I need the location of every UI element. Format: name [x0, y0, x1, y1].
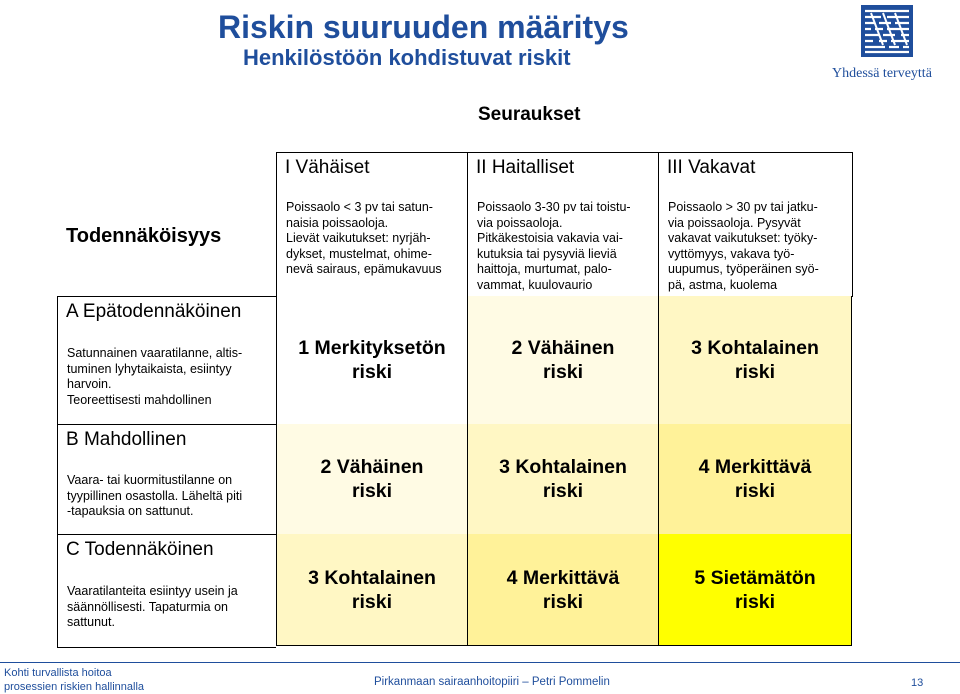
probability-description: Satunnainen vaaratilanne, altis- tuminen lyhytaikaista, esiintyy harvoin. Teoreettisesti mahdollinen — [67, 346, 243, 407]
probability-label: C Todennäköinen — [66, 539, 214, 560]
matrix-divider — [467, 296, 468, 646]
consequence-label: I Vähäiset — [285, 157, 370, 178]
probability-row-b — [57, 424, 276, 535]
consequence-description: Poissaolo 3-30 pv tai toistu- via poissaoloja. Pitkäkestoisia vakavia vai- kutuksia tai pysyviä lieviä haittoja, murtumat, palo- vammat, kuulovaurio — [477, 200, 631, 292]
footer-author: Pirkanmaan sairaanhoitopiiri – Petri Pommelin — [374, 676, 610, 688]
page-title: Riskin suuruuden määritys — [218, 9, 629, 45]
risk-cell-b2: 3 Kohtalainen riski — [468, 424, 658, 534]
page-number: 13 — [911, 677, 924, 689]
matrix-divider — [658, 296, 659, 646]
probability-description: Vaara- tai kuormitustilanne on tyypillinen osastolla. Läheltä piti -tapauksia on sattunut. — [67, 473, 243, 518]
page-subtitle: Henkilöstöön kohdistuvat riskit — [243, 45, 571, 70]
consequence-column-3 — [658, 152, 853, 297]
footer-divider — [0, 662, 960, 663]
probability-title: Todennäköisyys — [66, 225, 222, 247]
consequence-column-1 — [276, 152, 468, 297]
probability-label: B Mahdollinen — [66, 429, 187, 450]
probability-description: Vaaratilanteita esiintyy usein ja säännöllisesti. Tapaturmia on sattunut. — [67, 584, 238, 629]
risk-cell-a1: 1 Merkityksetön riski — [277, 296, 467, 424]
risk-cell-c1: 3 Kohtalainen riski — [277, 534, 467, 646]
risk-cell-c3: 5 Sietämätön riski — [659, 534, 851, 646]
probability-row-c — [57, 534, 276, 648]
probability-label: A Epätodennäköinen — [66, 301, 242, 322]
consequence-description: Poissaolo > 30 pv tai jatku- via poissaoloja. Pysyvät vakavat vaikutukset: työky- vyttömyys, vakava työ- uupumus, työperäinen syö- pä, astma, kuolema — [668, 200, 819, 292]
risk-cell-b3: 4 Merkittävä riski — [659, 424, 851, 534]
probability-row-a — [57, 296, 276, 425]
risk-cell-a2: 2 Vähäinen riski — [468, 296, 658, 424]
footer-series-title — [4, 666, 144, 694]
consequences-title: Seuraukset — [478, 104, 581, 125]
risk-cell-c2: 4 Merkittävä riski — [468, 534, 658, 646]
consequence-label: III Vakavat — [667, 157, 756, 178]
footer-line: Kohti turvallista hoitoa — [4, 667, 112, 679]
consequence-description: Poissaolo < 3 pv tai satun- naisia poissaoloja. Lievät vaikutukset: nyrjäh- dykset, mustelmat, ohime- nevä sairaus, epämukavuus — [286, 200, 442, 276]
footer-line: prosessien riskien hallinnalla — [4, 681, 145, 693]
consequence-label: II Haitalliset — [476, 157, 575, 178]
logo-text: Yhdessä terveyttä — [832, 66, 932, 81]
consequence-column-2 — [467, 152, 659, 297]
risk-cell-a3: 3 Kohtalainen riski — [659, 296, 851, 424]
risk-cell-b1: 2 Vähäinen riski — [277, 424, 467, 534]
logo-icon — [861, 5, 913, 57]
